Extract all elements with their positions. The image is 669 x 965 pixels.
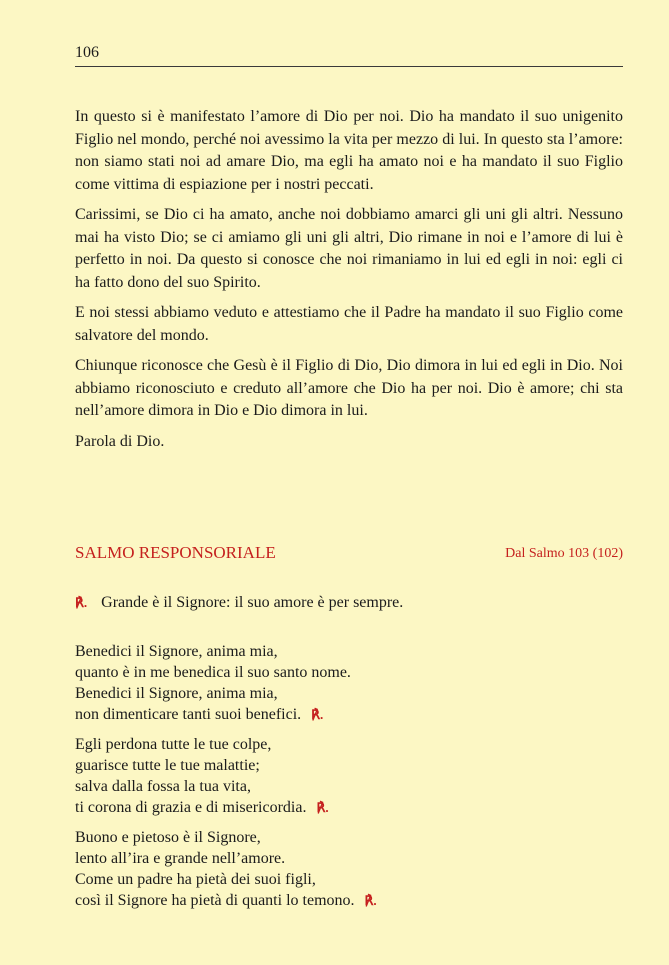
response-symbol: ℟. xyxy=(316,800,329,815)
verse-line: Benedici il Signore, anima mia, xyxy=(75,685,278,702)
verse-line: quanto è in me benedica il suo santo nome. xyxy=(75,664,351,681)
stanza-2 xyxy=(75,734,623,818)
verse-line: Buono e pietoso è il Signore, xyxy=(75,829,261,846)
response-symbol: ℟. xyxy=(75,595,88,610)
verse-line: Come un padre ha pietà dei suoi figli, xyxy=(75,871,316,888)
psalm-source: Dal Salmo 103 (102) xyxy=(505,546,623,561)
stanza-3 xyxy=(75,827,623,911)
reading-paragraph-1: In questo si è manifestato l’amore di Dio per noi. Dio ha mandato il suo unigenito Figlio nel mondo, perché noi avessimo la vita per mezzo di lui. In questo sta l’amore: non siamo stati noi ad amare Dio, ma egli ha amato noi e ha mandato il suo Figlio come vittima di espiazione per i nostri peccati. xyxy=(75,108,623,193)
page-number: 106 xyxy=(75,44,99,61)
verse-line-last xyxy=(75,797,623,818)
psalm-header xyxy=(75,543,623,567)
verse-line: Benedici il Signore, anima mia, xyxy=(75,643,278,660)
verse-line: lento all’ira e grande nell’amore. xyxy=(75,850,286,867)
verse-line: guarisce tutte le tue malattie; xyxy=(75,757,260,774)
stanza-1 xyxy=(75,641,623,725)
psalm-response xyxy=(75,592,623,614)
verse-text: così il Signore ha pietà di quanti lo temono. xyxy=(75,892,355,909)
reading-text xyxy=(75,106,623,461)
reading-closing: Parola di Dio. xyxy=(75,432,165,450)
psalm-title: SALMO RESPONSORIALE xyxy=(75,543,276,562)
verse-text: non dimenticare tanti suoi benefici. xyxy=(75,706,302,723)
reading-paragraph-2: Carissimi, se Dio ci ha amato, anche noi dobbiamo amarci gli uni gli altri. Nessuno mai ha visto Dio; se ci amiamo gli uni gli altri, Dio rimane in noi e l’amore di lui è perfetto in noi. Da questo si conosce che noi rimaniamo in lui ed egli in noi: egli ci ha fatto dono del suo Spirito. xyxy=(75,206,623,291)
verse-line-last xyxy=(75,890,623,911)
verse-line: Egli perdona tutte le tue colpe, xyxy=(75,736,272,753)
response-symbol: ℟. xyxy=(364,893,377,908)
response-symbol: ℟. xyxy=(311,707,324,722)
reading-paragraph-4: Chiunque riconosce che Gesù è il Figlio di Dio, Dio dimora in lui ed egli in Dio. Noi abbiamo riconosciuto e creduto all’amore che Dio ha per noi. Dio è amore; chi sta nell’amore dimora in Dio e Dio dimora in lui. xyxy=(75,357,623,419)
reading-paragraph-3: E noi stessi abbiamo veduto e attestiamo che il Padre ha mandato il suo Figlio come salvatore del mondo. xyxy=(75,304,623,344)
response-text: Grande è il Signore: il suo amore è per sempre. xyxy=(101,594,404,611)
page-header xyxy=(75,44,623,67)
psalm-stanzas xyxy=(75,641,623,920)
verse-text: ti corona di grazia e di misericordia. xyxy=(75,799,307,816)
verse-line-last xyxy=(75,704,623,725)
verse-line: salva dalla fossa la tua vita, xyxy=(75,778,251,795)
